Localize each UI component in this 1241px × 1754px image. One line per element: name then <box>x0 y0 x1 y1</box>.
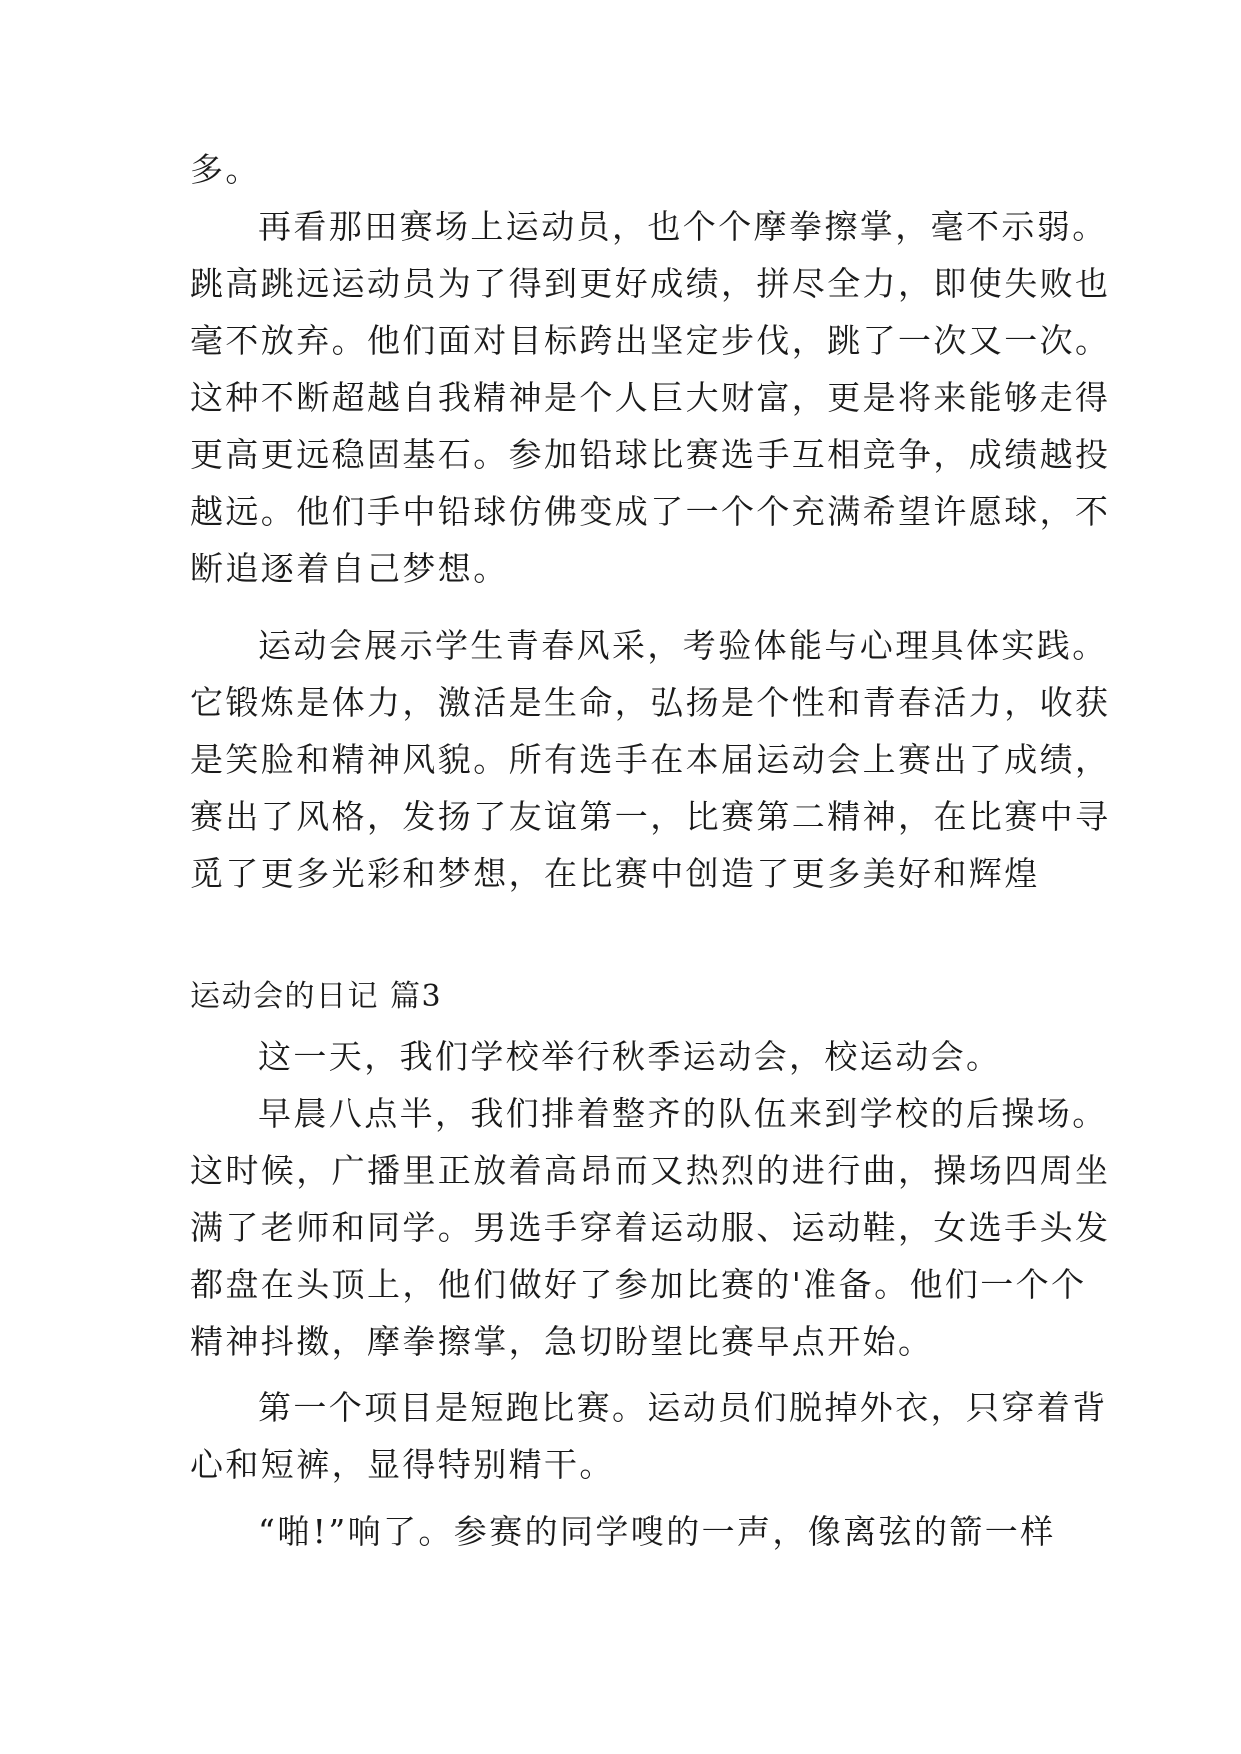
paragraph-line: “啪!”响了。参赛的同学嗖的一声，像离弦的箭一样 <box>258 1512 1056 1551</box>
paragraph-line: 运动会展示学生青春风采，考验体能与心理具体实践。 <box>258 626 1108 665</box>
paragraph-line: 心和短裤，显得特别精干。 <box>190 1445 615 1484</box>
paragraph-line: 赛出了风格，发扬了友谊第一，比赛第二精神，在比赛中寻 <box>190 797 1111 836</box>
paragraph-line: 第一个项目是短跑比赛。运动员们脱掉外衣，只穿着背 <box>258 1388 1108 1427</box>
paragraph-line: 这种不断超越自我精神是个人巨大财富，更是将来能够走得 <box>190 378 1111 417</box>
paragraph-line: 断追逐着自己梦想。 <box>190 549 509 588</box>
paragraph-line: 早晨八点半，我们排着整齐的队伍来到学校的后操场。 <box>258 1094 1108 1133</box>
paragraph-line: 跳高跳远运动员为了得到更好成绩，拼尽全力，即使失败也 <box>190 264 1111 303</box>
paragraph-line: 都盘在头顶上，他们做好了参加比赛的'准备。他们一个个 <box>190 1265 1087 1304</box>
paragraph-line: 多。 <box>190 150 261 189</box>
paragraph-line: 这一天，我们学校举行秋季运动会，校运动会。 <box>258 1037 1002 1076</box>
paragraph-line: 这时候，广播里正放着高昂而又热烈的进行曲，操场四周坐 <box>190 1151 1111 1190</box>
paragraph-line: 再看那田赛场上运动员，也个个摩拳擦掌，毫不示弱。 <box>258 207 1108 246</box>
paragraph-line: 它锻炼是体力，激活是生命，弘扬是个性和青春活力，收获 <box>190 683 1111 722</box>
paragraph-line: 越远。他们手中铅球仿佛变成了一个个充满希望许愿球，不 <box>190 492 1111 531</box>
section-heading: 运动会的日记 篇3 <box>190 979 443 1014</box>
paragraph-line: 觅了更多光彩和梦想，在比赛中创造了更多美好和辉煌 <box>190 854 1040 893</box>
paragraph-line: 毫不放弃。他们面对目标跨出坚定步伐，跳了一次又一次。 <box>190 321 1111 360</box>
paragraph-line: 精神抖擞，摩拳擦掌，急切盼望比赛早点开始。 <box>190 1322 934 1361</box>
paragraph-line: 更高更远稳固基石。参加铅球比赛选手互相竞争，成绩越投 <box>190 435 1111 474</box>
paragraph-line: 满了老师和同学。男选手穿着运动服、运动鞋，女选手头发 <box>190 1208 1111 1247</box>
paragraph-line: 是笑脸和精神风貌。所有选手在本届运动会上赛出了成绩， <box>190 740 1111 779</box>
